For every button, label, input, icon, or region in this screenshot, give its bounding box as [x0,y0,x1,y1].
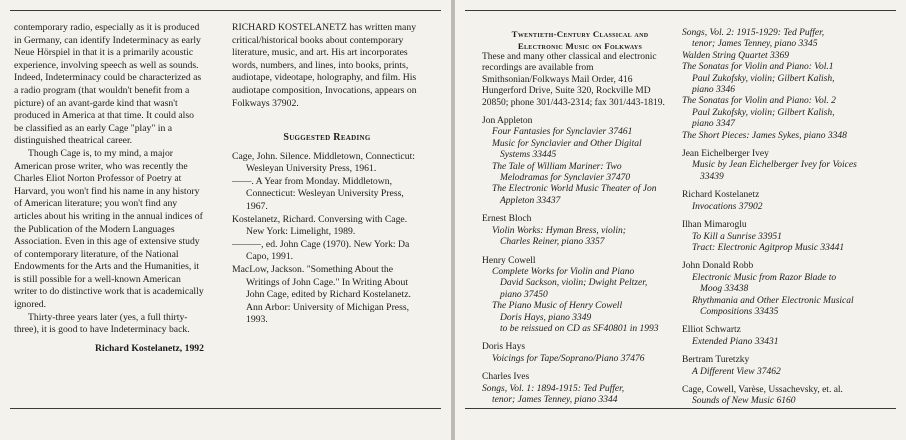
catalog-line: A Different View 37462 [692,366,781,377]
reference-item: MacLow, Jackson. "Something About the Writings of John Cage." In Writing About John Cage, edited by Richard Kostelanetz. Ann Arbor: University of Michigan Press, 1993. [232,264,411,326]
catalog-entry [682,149,894,183]
catalog-line: The Piano Music of Henry Cowell [492,301,623,312]
composer-name: Jon Appleton [482,116,533,127]
catalog-line: tenor; James Tenney, piano 3345 [692,39,818,50]
reference-item: ——. A Year from Monday. Middletown, Connecticut: Wesleyan University Press, 1967. [232,175,404,213]
catalog-entry [682,385,894,408]
catalog-entry [682,261,894,318]
catalog-column-1 [482,22,678,406]
catalog-heading [482,28,678,52]
composer-name: Ilhan Mimaroglu [682,220,747,231]
catalog-entry [682,325,894,348]
catalog-line: Melodramas for Synclavier 37470 [500,173,631,184]
catalog-line: Invocations 37902 [692,201,763,212]
catalog-line: Complete Works for Violin and Piano [492,266,635,277]
catalog-line: piano 37450 [500,289,548,300]
essay-paragraph: contemporary radio, especially as it is produced in Germany, can identify Indeterminacy as early Neue Hörspiel in that it is a primarily acoustic experience, involving speech as well as sounds. Indeed, Indeterminacy could be characterized as a radio program (that wouldn't benefit from a picture) of an avant-garde kind that wasn't produced in America at that time. It could also be classified as an early Cage "play" in a distinguished theatrical career. [14,22,202,147]
catalog-line: to be reissued on CD as SF40801 in 1993 [500,323,659,334]
catalog-column-2 [682,22,894,408]
catalog-line: Four Fantasies for Synclavier 37461 [492,127,633,138]
catalog-line: The Sonatas for Violin and Piano: Vol. 2 [682,96,836,107]
catalog-heading-line: Twentieth-Century Classical and [511,29,649,39]
catalog-line: Sounds of New Music 6160 [692,396,796,407]
catalog-line: Compositions 33435 [700,306,779,317]
catalog-entry [682,220,894,254]
catalog-entry [482,214,678,248]
catalog-entry [682,190,894,213]
catalog-heading-line: Electronic Music on Folkways [517,41,643,51]
catalog-line: Rhythmania and Other Electronic Musical [692,295,854,306]
top-rule [10,10,441,11]
catalog-line: The Electronic World Music Theater of Jon [492,184,657,195]
catalog-line: Songs, Vol. 2: 1915-1929: Ted Puffer, [682,28,825,38]
composer-name: Bertram Turetzky [682,355,750,366]
composer-name: Ernest Bloch [482,214,532,225]
composer-name: Doris Hays [482,342,526,353]
catalog-entries [682,149,894,408]
catalog-entries [482,116,678,406]
catalog-line: Music for Synclavier and Other Digital [492,138,642,149]
catalog-line: piano 3347 [692,119,736,130]
left-page [0,0,451,440]
reference-item: Kostelanetz, Richard. Conversing with Cage. New York: Limelight, 1989. [232,213,408,238]
composer-name: Cage, Cowell, Varèse, Ussachevsky, et. al. [682,384,843,395]
bottom-rule [10,408,441,409]
composer-name: Henry Cowell [482,255,536,266]
catalog-line: Violin Works: Hyman Bress, violin; [492,225,626,236]
composer-name: Jean Eichelberger Ivey [682,149,769,160]
catalog-line: Tract: Electronic Agitprop Music 33441 [692,242,845,253]
catalog-entry [482,256,678,336]
essay-paragraph: Thirty-three years later (yes, a full thirty-three), it is good to have Indeterminacy back. [14,311,190,336]
catalog-line: 33439 [700,171,724,182]
catalog-line: Paul Zukofsky, violin; Gilbert Kalish, [692,107,835,118]
catalog-line: Appleton 33437 [500,195,561,206]
catalog-line: Walden String Quartet 3369 [682,50,790,61]
essay-signature: Richard Kostelanetz, 1992 [95,342,204,354]
composer-name: John Donald Robb [682,261,754,272]
catalog-line: tenor; James Tenney, piano 3344 [492,394,618,405]
catalog-line: piano 3346 [692,85,736,96]
reference-item: ———, ed. John Cage (1970). New York: Da Capo, 1991. [232,238,410,263]
catalog-continued-lines [682,28,894,142]
suggested-reading-heading: Suggested Reading [283,132,371,144]
catalog-line: The Short Pieces: James Sykes, piano 3348 [682,130,847,141]
bio-column [232,22,422,327]
catalog-intro: These and many other classical and electronic recordings are available from Smithsonian/Folkways Mail Order, 416 Hungerford Drive, Suite 320, Rockville MD 20850; phone 301/443-2314; fax 301/443-1819. [482,52,665,108]
catalog-line: The Tale of William Mariner: Two [492,161,622,172]
essay-column [14,22,204,355]
composer-name: Charles Ives [482,372,530,383]
right-page [455,0,906,440]
catalog-line: Electronic Music from Razor Blade to [692,272,837,283]
catalog-line: Voicings for Tape/Soprano/Piano 37476 [492,353,645,364]
catalog-entry [482,342,678,365]
catalog-line: Extended Piano 33431 [692,336,779,347]
catalog-line: Songs, Vol. 1: 1894-1915: Ted Puffer, [482,383,625,394]
catalog-line: David Sackson, violin; Dwight Peltzer, [500,278,648,289]
catalog-line: Doris Hays, piano 3349 [500,312,592,323]
author-bio: RICHARD KOSTELANETZ has written many critical/historical books about contemporary literature, music, and art. His art incorporates words, numbers, and lines, into books, prints, audiotape, videotape, holography, and film. His audiotape composition, Invocations, appears on Folkways 37902. [232,22,417,109]
catalog-line: The Sonatas for Violin and Piano: Vol.1 [682,62,834,73]
bottom-rule [465,408,896,409]
top-rule [465,10,896,11]
reference-item: Cage, John. Silence. Middletown, Connecticut: Wesleyan University Press, 1961. [232,150,415,175]
composer-name: Richard Kostelanetz [682,190,760,201]
catalog-line: Music by Jean Eichelberger Ivey for Voices [692,160,857,171]
catalog-line: Systems 33445 [500,150,557,161]
catalog-line: Moog 33438 [700,284,749,295]
catalog-entry [482,372,678,406]
catalog-entry [682,355,894,378]
catalog-entry [482,116,678,207]
essay-paragraph: Though Cage is, to my mind, a major American prose writer, who was recently the Charles Eliot Norton Professor of Poetry at Harvard, you won't find his name in any history of American literature; you won't find any articles about his writing in the annual indices of the Publication of the Modern Languages Association. Even in this age of extensive study of contemporary literature, of the National Endowments for the Arts and the Humanities, it is still possible for a well-known American writer to do distinctive work that is academically ignored. [14,147,204,311]
catalog-line: Charles Reiner, piano 3357 [500,237,605,248]
reference-list [232,151,422,327]
composer-name: Elliot Schwartz [682,325,741,336]
catalog-line: To Kill a Sunrise 33951 [692,231,782,242]
catalog-line: Paul Zukofsky, violin; Gilbert Kalish, [692,73,835,84]
